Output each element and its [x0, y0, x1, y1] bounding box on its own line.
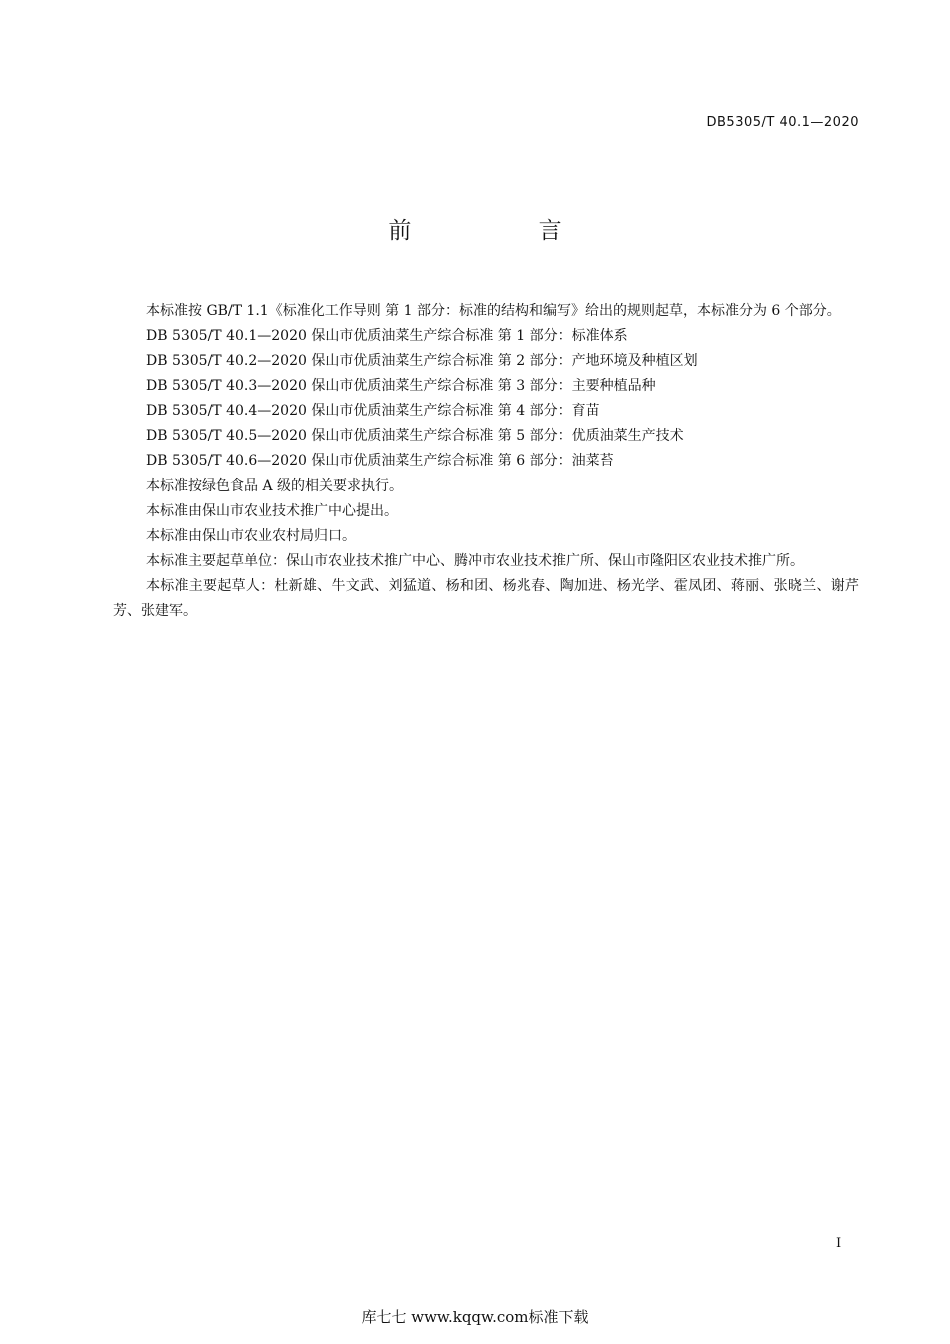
managed-by-statement: 本标准由保山市农业农村局归口。 [146, 528, 356, 544]
part-entry-5: DB 5305/T 40.5—2020 保山市优质油菜生产综合标准 第 5 部分：优质油菜生产技术 [146, 428, 684, 444]
part-entry-6: DB 5305/T 40.6—2020 保山市优质油菜生产综合标准 第 6 部分：油菜苔 [146, 453, 614, 469]
green-food-statement: 本标准按绿色食品 A 级的相关要求执行。 [146, 478, 404, 494]
part-entry-2: DB 5305/T 40.2—2020 保山市优质油菜生产综合标准 第 2 部分：产地环境及种植区划 [146, 353, 698, 369]
standard-code: DB5305/T 40.1—2020 [706, 115, 859, 130]
part-entry-4: DB 5305/T 40.4—2020 保山市优质油菜生产综合标准 第 4 部分：育苗 [146, 403, 600, 419]
page-title: 前 言 [388, 218, 622, 244]
page-number: I [836, 1236, 842, 1251]
preface-body [113, 299, 859, 624]
preface-intro: 本标准按 GB/T 1.1《标准化工作导则 第 1 部分：标准的结构和编写》给出的规则起草，本标准分为 6 个部分。 [146, 303, 841, 319]
drafting-units-statement: 本标准主要起草单位：保山市农业技术推广中心、腾冲市农业技术推广所、保山市隆阳区农业技术推广所。 [146, 553, 804, 569]
proposed-by-statement: 本标准由保山市农业技术推广中心提出。 [146, 503, 398, 519]
footer-watermark: 库七七 www.kqqw.com标准下载 [361, 1308, 589, 1326]
drafters-statement: 本标准主要起草人：杜新雄、牛文武、刘猛道、杨和团、杨兆春、陶加进、杨光学、霍凤团、蒋丽、张晓兰、谢芹芳、张建军。 [113, 578, 859, 619]
part-entry-3: DB 5305/T 40.3—2020 保山市优质油菜生产综合标准 第 3 部分：主要种植品种 [146, 378, 656, 394]
part-entry-1: DB 5305/T 40.1—2020 保山市优质油菜生产综合标准 第 1 部分：标准体系 [146, 328, 628, 344]
